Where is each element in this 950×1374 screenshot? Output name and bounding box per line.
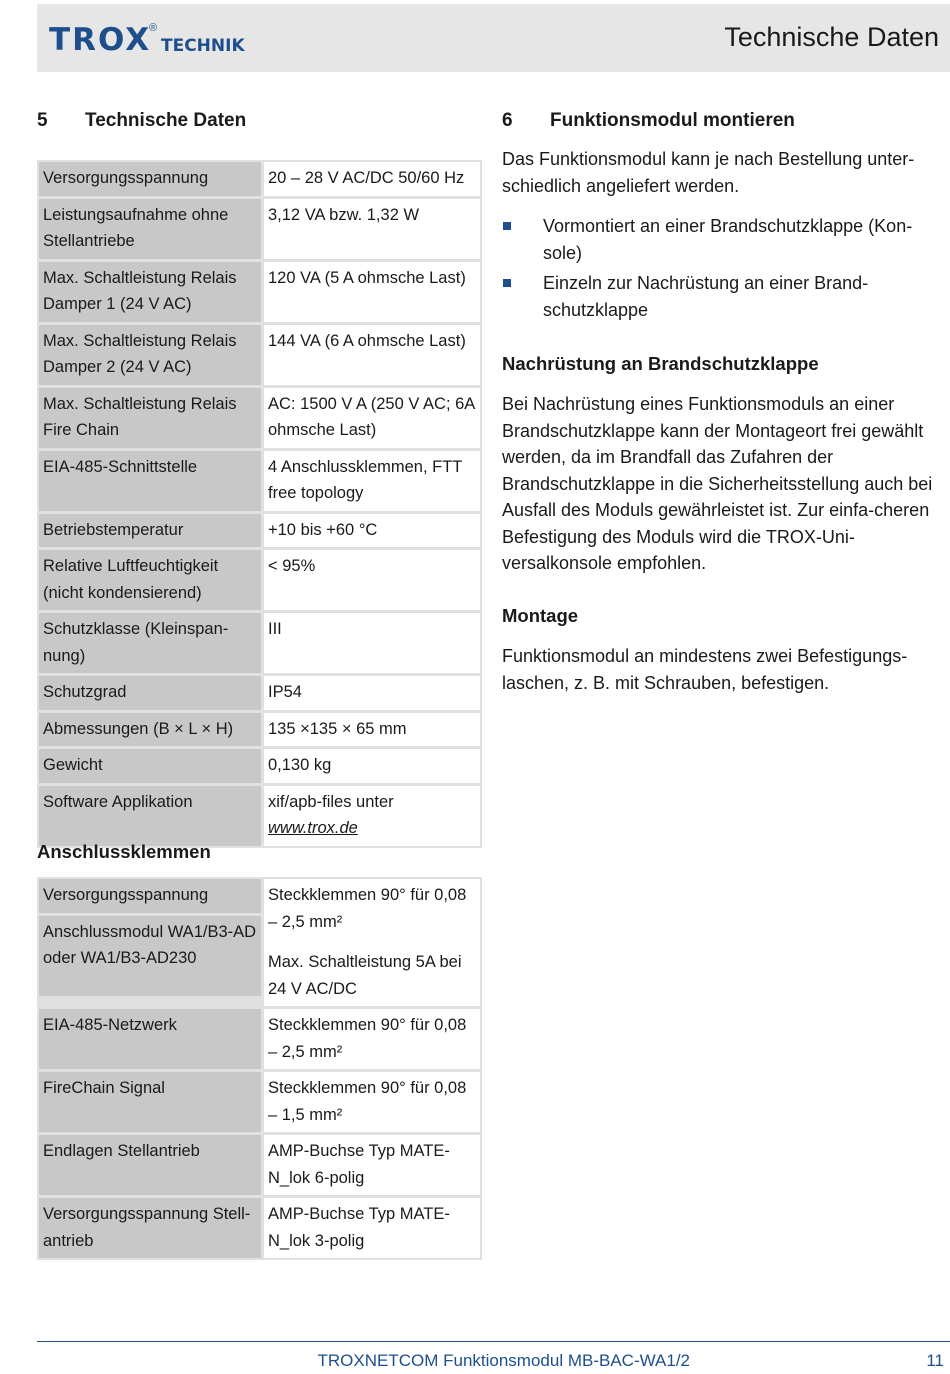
footer-document-title: TROXNETCOM Funktionsmodul MB-BAC-WA1/2 (317, 1351, 690, 1370)
list-item-text: Vormontiert an einer Brandschutzklappe (Kon-sole) (543, 216, 913, 263)
connection-terminals-table (37, 877, 482, 1260)
row-value-part: Max. Schaltleistung 5A bei 24 V AC/DC (268, 953, 462, 998)
square-bullet-icon (503, 279, 511, 287)
montage-block (502, 643, 942, 696)
row-value: AC: 1500 V A (250 V AC; 6A ohmsche Last) (264, 388, 480, 451)
section-6-title: Funktionsmodul montieren (550, 110, 795, 131)
page-header (37, 4, 950, 72)
table-row (39, 388, 480, 451)
row-key-part: Versorgungsspannung (39, 879, 261, 916)
row-key: Versorgungsspannung Stell-antrieb (39, 1198, 264, 1258)
row-key: Schutzklasse (Kleinspan-nung) (39, 613, 264, 676)
row-key: Relative Luftfeuchtigkeit (nicht kondensierend) (39, 550, 264, 613)
logo-trox-text: TROX (49, 22, 152, 58)
trox-website-link[interactable]: www.trox.de (268, 819, 358, 837)
table-row (39, 199, 480, 262)
row-key: EIA-485-Schnittstelle (39, 451, 264, 514)
row-value: 135 ×135 × 65 mm (264, 713, 480, 750)
logo-technik-text: TECHNIK (161, 36, 245, 56)
row-key: Software Applikation (39, 786, 264, 846)
table-row (39, 262, 480, 325)
row-value: 144 VA (6 A ohmsche Last) (264, 325, 480, 388)
montage-heading: Montage (502, 605, 579, 626)
row-value: AMP-Buchse Typ MATE-N_lok 3-polig (264, 1198, 480, 1258)
row-value: III (264, 613, 480, 676)
row-value: +10 bis +60 °C (264, 514, 480, 551)
section-6-heading (502, 109, 795, 133)
list-item-text: Einzeln zur Nachrüstung an einer Brand-schutzklappe (543, 273, 869, 320)
table-row (39, 613, 480, 676)
table-row (39, 451, 480, 514)
row-value (264, 786, 480, 846)
row-key: FireChain Signal (39, 1072, 264, 1135)
row-key: EIA-485-Netzwerk (39, 1009, 264, 1072)
table-row (39, 676, 480, 713)
anschlussklemmen-heading: Anschlussklemmen (37, 841, 211, 862)
row-value-part: Steckklemmen 90° für 0,08 – 2,5 mm² (268, 886, 467, 931)
section-6-intro-block (502, 146, 942, 323)
section-6-number: 6 (502, 110, 513, 131)
software-files-text: xif/apb-files unter (268, 792, 394, 811)
list-item (502, 270, 942, 323)
section-6-intro: Das Funktionsmodul kann je nach Bestellung unter-schiedlich angeliefert werden. (502, 149, 915, 196)
header-title: Technische Daten (724, 22, 939, 52)
row-key: Gewicht (39, 749, 264, 786)
section-5-title: Technische Daten (85, 110, 247, 131)
row-key: Leistungsaufnahme ohne Stellantriebe (39, 199, 264, 262)
nachruestung-heading: Nachrüstung an Brandschutzklappe (502, 353, 819, 374)
row-value: Steckklemmen 90° für 0,08 – 1,5 mm² (264, 1072, 480, 1135)
list-item (502, 213, 942, 266)
row-key: Schutzgrad (39, 676, 264, 713)
table-row (39, 1009, 480, 1072)
row-value: 4 Anschlussklemmen, FTT free topology (264, 451, 480, 514)
table-row (39, 1198, 480, 1258)
row-key: Max. Schaltleistung Relais Damper 1 (24 V AC) (39, 262, 264, 325)
table-row (39, 550, 480, 613)
row-value: AMP-Buchse Typ MATE-N_lok 6-polig (264, 1135, 480, 1198)
row-key-part: Anschlussmodul WA1/B3-AD oder WA1/B3-AD230 (39, 916, 261, 996)
table-row (39, 162, 480, 199)
row-value: < 95% (264, 550, 480, 613)
row-key (39, 879, 264, 1009)
table-row (39, 514, 480, 551)
row-key: Betriebstemperatur (39, 514, 264, 551)
row-value: 120 VA (5 A ohmsche Last) (264, 262, 480, 325)
table-row (39, 749, 480, 786)
technical-data-table (37, 160, 482, 848)
row-key: Abmessungen (B × L × H) (39, 713, 264, 750)
section-5-number: 5 (37, 110, 48, 131)
nachruestung-text: Bei Nachrüstung eines Funktionsmoduls an einer Brandschutzklappe kann der Montageort frei gewählt werden, da im Brandfall das Zufahren der Brandschutzklappe in die Sicherheitsstellung auch bei Ausfall des Moduls gewährleistet ist. Zur einfa-cheren Befestigung des Moduls wird die TROX-Uni-versalkonsole empfohlen. (502, 394, 933, 573)
row-value: 3,12 VA bzw. 1,32 W (264, 199, 480, 262)
footer-page-number: 11 (926, 1351, 944, 1370)
section-5-heading (37, 109, 246, 133)
row-key: Versorgungsspannung (39, 162, 264, 199)
table-row (39, 325, 480, 388)
row-key: Max. Schaltleistung Relais Fire Chain (39, 388, 264, 451)
table-row (39, 879, 480, 1009)
table-row (39, 1135, 480, 1198)
table-row (39, 713, 480, 750)
row-value (264, 879, 480, 1009)
montage-text: Funktionsmodul an mindestens zwei Befestigungs-laschen, z. B. mit Schrauben, befestigen. (502, 646, 908, 693)
row-key: Endlagen Stellantrieb (39, 1135, 264, 1198)
footer-divider (37, 1341, 950, 1342)
table-row (39, 1072, 480, 1135)
row-value: 0,130 kg (264, 749, 480, 786)
square-bullet-icon (503, 222, 511, 230)
row-value: Steckklemmen 90° für 0,08 – 2,5 mm² (264, 1009, 480, 1072)
row-value: IP54 (264, 676, 480, 713)
delivery-options-list (502, 213, 942, 323)
table-row (39, 786, 480, 846)
row-value: 20 – 28 V AC/DC 50/60 Hz (264, 162, 480, 199)
logo-registered-mark: ® (149, 22, 158, 34)
row-key: Max. Schaltleistung Relais Damper 2 (24 V AC) (39, 325, 264, 388)
nachruestung-block (502, 391, 942, 577)
